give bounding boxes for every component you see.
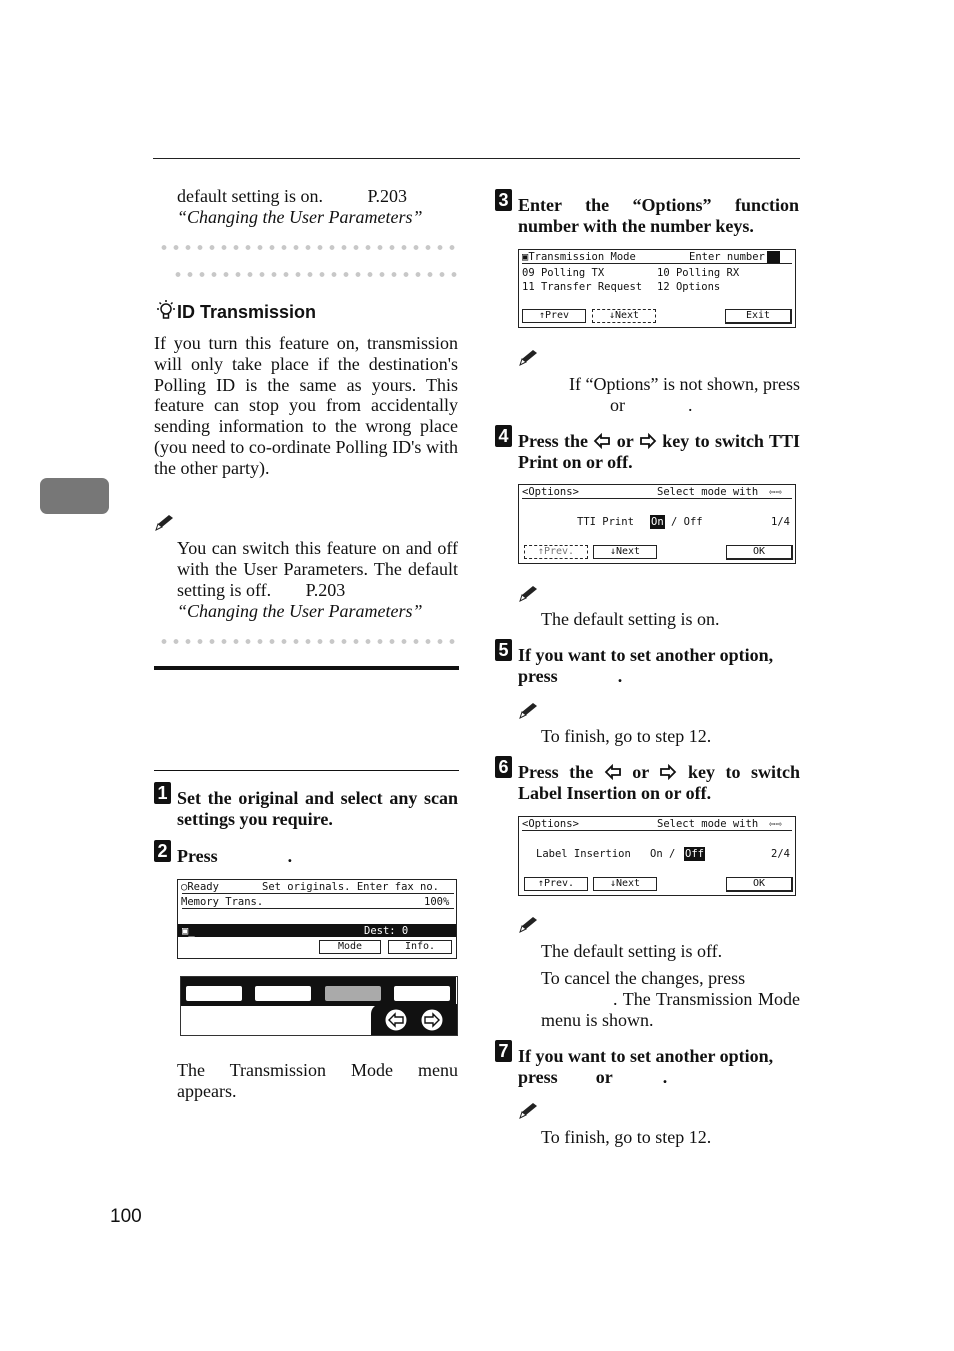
lcd-arrows-icon: ⇦⇨ [769,818,782,830]
lcd-next-button[interactable]: ↓Next [593,877,657,891]
note-3-line2-end: . [688,395,693,415]
left-arrow-key-icon [593,433,611,449]
continued-note: default setting is on. P.203 “Changing the User Parameters” [177,186,423,227]
feature-title: ID Transmission [177,302,317,322]
up-arrow-icon: ↑ [537,878,544,889]
up-arrow-icon: ↑ [537,546,544,557]
lcd-mode-button[interactable]: Mode [319,940,381,954]
note-7-text: To finish, go to step 12. [541,1127,712,1147]
note-pencil-icon [518,1102,540,1124]
step-number-3: 3 [495,189,512,211]
up-arrow-icon: ↑ [538,310,545,321]
chapter-tab [40,478,109,514]
dotted-divider [158,245,458,250]
step-4-text: Press the or key to switch TTI Print on or off. [518,431,801,472]
lcd-ok-button[interactable]: OK [726,877,793,892]
menu-icon: ▣ [522,251,529,263]
panel-key-1[interactable] [186,986,242,1001]
procedure-rule [154,770,459,771]
lcd-exit-button[interactable]: Exit [725,309,792,324]
note-6-line2: To cancel the changes, press . The Transmission Mode menu is shown. [541,968,800,1030]
down-arrow-icon: ↓ [608,310,615,321]
right-arrow-key-icon [659,764,677,780]
step-2-text: Press . [177,846,293,866]
step-1-text: Set the original and select any scan settings you require. [177,788,458,829]
fax-icon: ▣ [182,925,189,937]
lcd-ready-screen: ○Ready Set originals. Enter fax no. Memory Trans. 100% ▣_ Dest: 0 Mode Info. [177,879,457,959]
lcd-arrows-icon: ⇦⇨ [769,486,782,498]
step-number-7: 7 [495,1040,512,1062]
note-pencil-icon [518,349,540,371]
step-number-4: 4 [495,425,512,447]
note-3-line2: or [610,395,625,415]
note-pencil-icon [518,702,540,724]
option-off-selected[interactable]: Off [685,848,704,860]
down-arrow-icon: ↓ [609,546,616,557]
lcd-prev-button[interactable]: ↑Prev [522,309,586,323]
panel-key-3-highlighted[interactable] [325,986,381,1001]
lcd-next-button[interactable]: ↓Next [593,545,657,559]
note-body: You can switch this feature on and off with the User Parameters. The default setting is off. P.203 “Changing the User Parameters” [177,538,458,621]
note-6-line1: The default setting is off. [541,941,723,961]
lcd-prev-button[interactable]: ↑Prev. [524,877,588,891]
lcd-options-label: <Options> Select mode with ⇦⇨ Label Insertion On / Off 2/4 ↑Prev. ↓Next OK [518,816,796,896]
dotted-divider [158,639,458,644]
step-3-text: Enter the “Options” function number with the number keys. [518,195,799,236]
note-3-line1: If “Options” is not shown, press [569,374,800,394]
page-number: 100 [110,1206,142,1227]
down-arrow-icon: ↓ [609,878,616,889]
lcd-transmission-mode: ▣Transmission Mode Enter number __ 09 Polling TX 10 Polling RX 11 Transfer Request 12 Options ↑Prev ↓Next Exit [518,249,796,328]
panel-key-2[interactable] [255,986,311,1001]
note-pencil-icon [518,585,540,607]
after-panel-text: The Transmission Mode menu appears. [177,1060,458,1101]
lcd-next-button[interactable]: ↓Next [592,309,656,323]
lcd-options-tti: <Options> Select mode with ⇦⇨ TTI Print On / Off 1/4 ↑Prev. ↓Next OK [518,484,796,564]
lcd-info-button[interactable]: Info. [388,940,452,954]
left-arrow-key-icon [604,764,622,780]
lcd-input-row: ▣_ Dest: 0 [178,924,456,937]
left-arrow-key-icon[interactable] [383,1008,409,1036]
note-pencil-icon [154,514,176,536]
step-7-text: If you want to set another option, press or . [518,1046,774,1087]
right-arrow-key-icon [639,433,657,449]
note-5-text: To finish, go to step 12. [541,726,712,746]
cursor-block: __ [766,251,780,263]
feature-body: If you turn this feature on, transmission will only take place if the destination's Polling ID is the same as yours. This feature can stop you from accidentally sending information to the wrong place (you need to co-ordinate Polling ID's with the other party). [154,333,458,478]
right-arrow-key-icon[interactable] [419,1008,445,1036]
step-number-5: 5 [495,639,512,661]
option-on-selected[interactable]: On [651,516,664,528]
section-rule [154,666,459,670]
ready-indicator-icon: ○ [181,881,188,893]
header-rule [153,158,800,159]
dotted-divider [172,272,458,277]
step-number-1: 1 [154,782,171,804]
note-4-text: The default setting is on. [541,609,720,629]
lcd-ok-button[interactable]: OK [726,545,793,560]
bulb-icon [154,299,178,327]
note-pencil-icon [518,916,540,938]
lcd-prev-button[interactable]: ↑Prev. [524,545,588,559]
step-number-2: 2 [154,840,171,862]
step-number-6: 6 [495,756,512,778]
step-6-text: Press the or key to switch Label Insertion on or off. [518,762,801,803]
panel-key-4[interactable] [394,986,450,1001]
step-5-text: If you want to set another option, press . [518,645,774,686]
